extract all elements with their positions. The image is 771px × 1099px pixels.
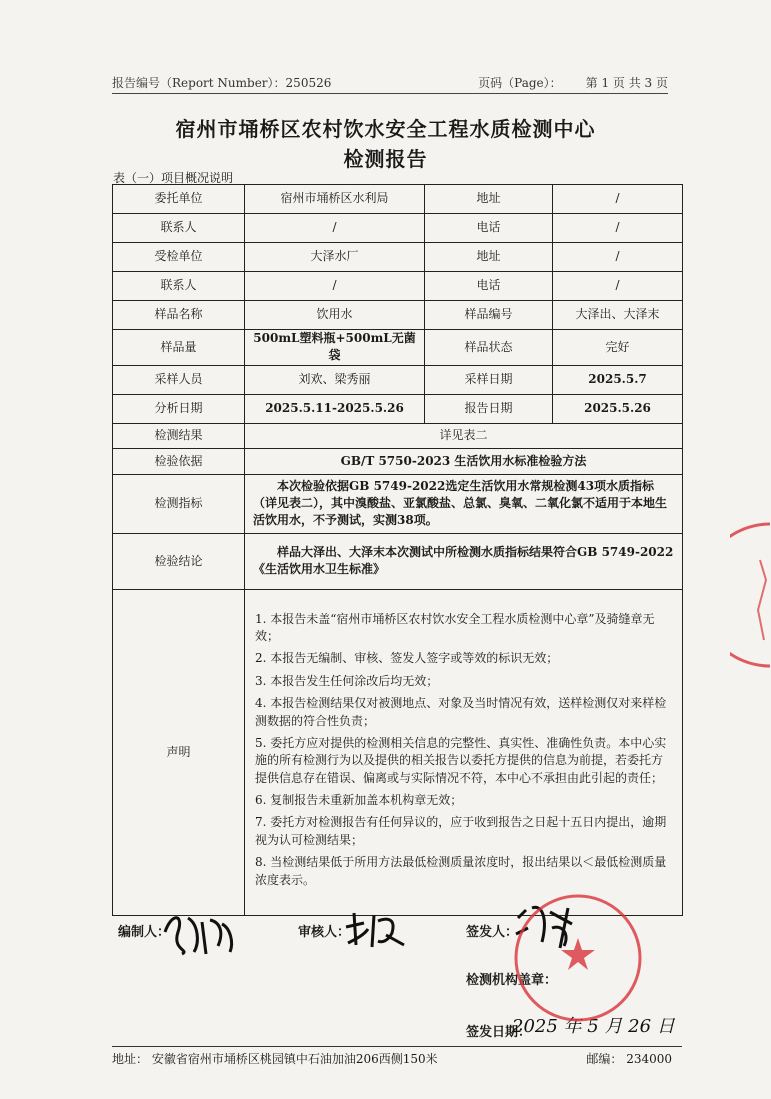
declaration-item: 6. 复制报告未重新加盖本机构章无效； — [255, 793, 463, 808]
declaration-item: 2. 本报告无编制、审核、签发人签字或等效的标识无效； — [255, 651, 559, 666]
cell-value: / — [245, 214, 425, 243]
cell-value: 完好 — [553, 330, 683, 366]
table-row — [113, 423, 683, 448]
seam-seal-stamp — [730, 520, 771, 670]
cell-key: 样品状态 — [425, 330, 553, 366]
issuer-label: 签发人： — [466, 925, 519, 940]
declaration-item: 4. 本报告检测结果仅对被测地点、对象及当时情况有效，送样检测仅对来样检测数据的符合性负责； — [255, 696, 667, 728]
cell-key: 联系人 — [113, 214, 245, 243]
table-caption: 表（一）项目概况说明 — [113, 171, 234, 185]
cell-key: 采样日期 — [425, 365, 553, 394]
page-value: 第 1 页 共 3 页 — [585, 76, 668, 90]
page-label: 页码（Page）： — [478, 76, 562, 90]
cell-key: 分析日期 — [113, 394, 245, 423]
table-row — [113, 474, 683, 533]
cell-key: 电话 — [425, 214, 553, 243]
cell-key: 委托单位 — [113, 185, 245, 214]
overview-table — [112, 184, 683, 916]
cell-key: 检测结果 — [113, 423, 245, 448]
report-number: 报告编号（Report Number）：250526 — [112, 76, 332, 90]
footer-address: 地址： 安徽省宿州市埇桥区桃园镇中石油加油206西侧150米 — [112, 1052, 438, 1066]
declarations-cell — [245, 589, 683, 915]
table-row — [113, 214, 683, 243]
table-row — [113, 448, 683, 474]
cell-value: 2025.5.7 — [553, 365, 683, 394]
cell-key: 检验依据 — [113, 448, 245, 474]
compiler-label: 编制人： — [118, 925, 171, 940]
cell-key: 样品编号 — [425, 301, 553, 330]
cell-key: 地址 — [425, 185, 553, 214]
reviewer-signature — [342, 905, 412, 953]
cell-key: 报告日期 — [425, 394, 553, 423]
cell-value: 大泽出、大泽末 — [553, 301, 683, 330]
cell-value: 2025.5.26 — [553, 394, 683, 423]
reviewer-label: 审核人： — [298, 925, 351, 940]
organization-seal-stamp — [508, 888, 648, 1028]
cell-value: 本次检验依据GB 5749-2022选定生活饮用水常规检测43项水质指标（详见表二），其中溴酸盐、亚氯酸盐、总氯、臭氧、二氧化氯不适用于本地生活饮用水，不予测试，实测38项。 — [245, 474, 683, 533]
cell-value: / — [553, 214, 683, 243]
cell-value: / — [553, 272, 683, 301]
cell-key: 联系人 — [113, 272, 245, 301]
declaration-item: 3. 本报告发生任何涂改后均无效； — [255, 673, 439, 688]
table-row — [113, 272, 683, 301]
report-subtitle: 检测报告 — [343, 147, 428, 171]
table-row — [113, 533, 683, 589]
cell-value: / — [245, 272, 425, 301]
cell-key: 地址 — [425, 243, 553, 272]
page-info — [454, 74, 668, 91]
table-row — [113, 330, 683, 366]
cell-value: 宿州市埇桥区水利局 — [245, 185, 425, 214]
cell-value: 饮用水 — [245, 301, 425, 330]
cell-value: 大泽水厂 — [245, 243, 425, 272]
issue-date-label: 签发日期： — [466, 1025, 532, 1040]
table-row — [113, 243, 683, 272]
seal-label: 检测机构盖章： — [466, 973, 558, 988]
issue-date-handwritten: 2025 年 5 月 26 日 — [512, 1016, 675, 1037]
table-row — [113, 301, 683, 330]
table-row — [113, 394, 683, 423]
cell-key: 声明 — [113, 589, 245, 915]
compiler-signature — [160, 902, 240, 960]
table-row — [113, 365, 683, 394]
cell-value: / — [553, 243, 683, 272]
cell-value: / — [553, 185, 683, 214]
cell-value: 2025.5.11-2025.5.26 — [245, 394, 425, 423]
cell-value: 刘欢、梁秀丽 — [245, 365, 425, 394]
cell-key: 受检单位 — [113, 243, 245, 272]
declaration-item: 5. 委托方应对提供的检测相关信息的完整性、真实性、准确性负责。本中心实施的所有检测行为以及提供的相关报告以委托方提供的信息为前提，若委托方提供信息存在错误、偏离或与实际情况不符，本中心不承担由此引起的责任； — [255, 735, 667, 785]
page-footer — [112, 1046, 682, 1067]
declaration-item: 8. 当检测结果低于所用方法最低检测质量浓度时，报出结果以＜最低检测质量浓度表示。 — [255, 855, 667, 887]
cell-value: GB/T 5750-2023 生活饮用水标准检验方法 — [245, 448, 683, 474]
cell-key: 样品名称 — [113, 301, 245, 330]
cell-key: 检测指标 — [113, 474, 245, 533]
report-title: 宿州市埇桥区农村饮水安全工程水质检测中心 — [175, 117, 596, 141]
cell-value: 500mL塑料瓶+500mL无菌袋 — [245, 330, 425, 366]
cell-key: 检验结论 — [113, 533, 245, 589]
cell-value: 样品大泽出、大泽末本次测试中所检测水质指标结果符合GB 5749-2022《生活饮用水卫生标准》 — [245, 533, 683, 589]
table-row — [113, 589, 683, 915]
declaration-item: 7. 委托方对检测报告有任何异议的，应于收到报告之日起十五日内提出，逾期视为认可检测结果； — [255, 815, 667, 847]
declaration-item: 1. 本报告未盖“宿州市埇桥区农村饮水安全工程水质检测中心章”及骑缝章无效； — [255, 611, 655, 643]
cell-key: 样品量 — [113, 330, 245, 366]
report-header — [112, 71, 668, 94]
cell-key: 电话 — [425, 272, 553, 301]
cell-value: 详见表二 — [245, 423, 683, 448]
table-row — [113, 185, 683, 214]
footer-postcode: 邮编： 234000 — [586, 1052, 672, 1066]
cell-key: 采样人员 — [113, 365, 245, 394]
